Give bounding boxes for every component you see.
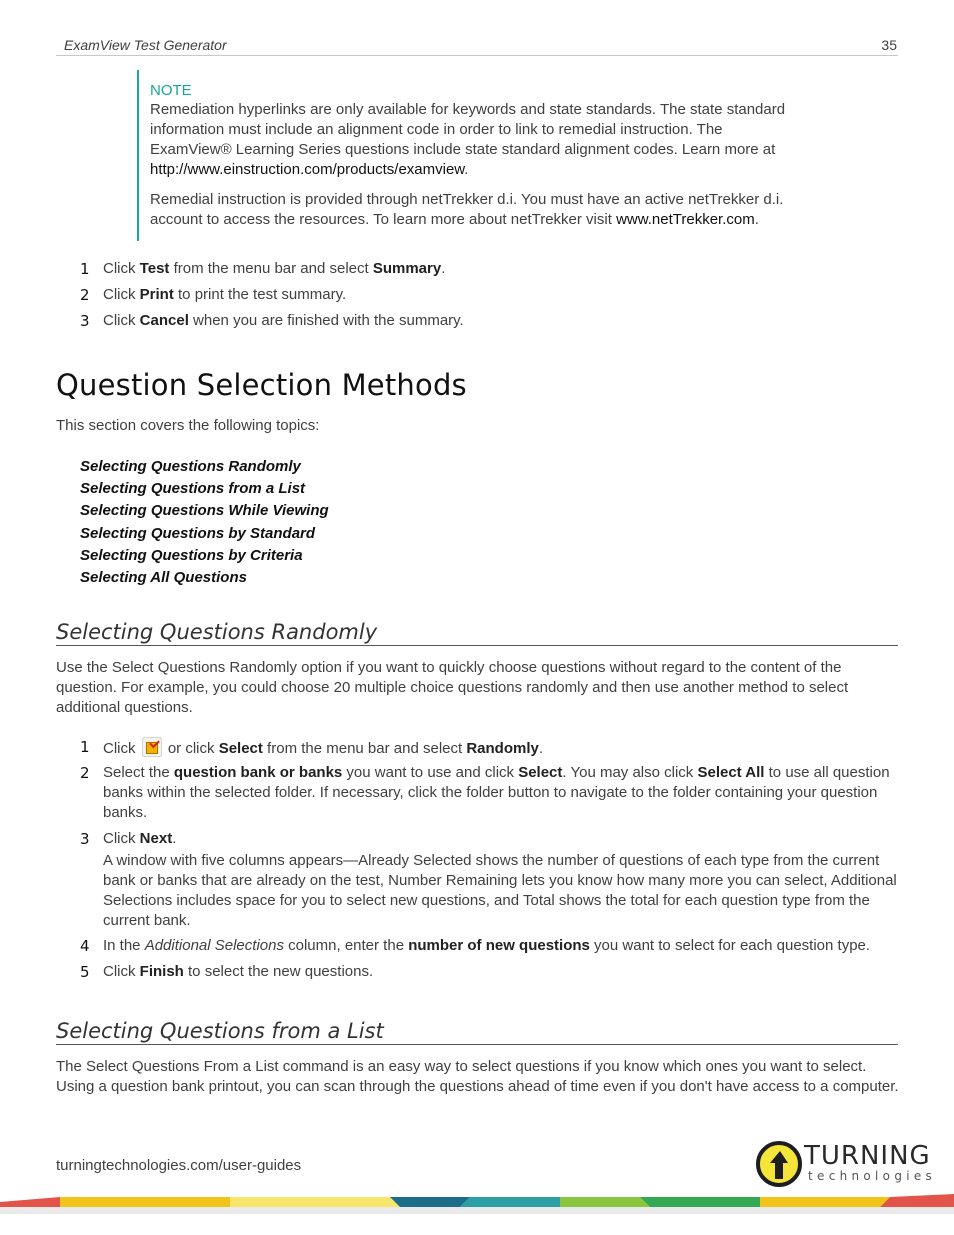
note-p1-end: . [464,161,469,178]
step-text: Click Cancel when you are finished with the summary. [103,312,464,329]
footer-url[interactable]: turningtechnologies.com/user-guides [56,1157,302,1174]
note-p2-end: . [754,211,759,228]
step-text: Click or click Select from the menu bar and select Randomly. [103,737,900,759]
nettrekker-link[interactable]: www.netTrekker.com [616,211,755,228]
subsection-heading-from-list: Selecting Questions from a List [56,1019,384,1043]
step-number: 5 [80,963,90,981]
note-label: NOTE [150,82,192,99]
step-number: 1 [80,260,90,278]
step-text: In the Additional Selections column, enter the number of new questions you want to select for each question type. [103,937,871,954]
topic-link-while-viewing[interactable]: Selecting Questions While Viewing [80,502,329,520]
footer-color-stripe [0,1194,954,1214]
topic-link-by-standard[interactable]: Selecting Questions by Standard [80,524,316,542]
logo-wordmark: TURNING [804,1141,931,1171]
turning-logo [756,1141,936,1187]
subsection-rule [56,645,898,646]
subsection-rule [56,1044,898,1045]
topic-link-all[interactable]: Selecting All Questions [80,568,247,586]
topic-link-by-criteria[interactable]: Selecting Questions by Criteria [80,546,303,564]
topic-list [80,456,329,589]
section-title: Question Selection Methods [56,368,467,402]
page-number: 35 [881,37,897,53]
note-p2-text: Remedial instruction is provided through netTrekker d.i. You must have an active netTrekker d.i. account to access the resources. To learn more about netTrekker visit [150,191,784,228]
step-text: Click Finish to select the new questions. [103,963,374,980]
step-number: 2 [80,286,90,304]
running-header-title: ExamView Test Generator [64,37,227,53]
step-text: Click Test from the menu bar and select Summary. [103,260,446,277]
step-text: Click Next. A window with five columns appears—Already Selected shows the number of questions of each type from the current bank or banks that are already on the test, Number Remaining lets you know how many more you can select, Additional Selections includes space for you to select new questions, and Total shows the total for each question type from the current bank. [103,829,900,931]
from-list-paragraph: The Select Questions From a List command is an easy way to select questions if you know which ones you want to select. Using a question bank printout, you can scan through the questions ahead of time even if you don't have access to a computer. [56,1058,899,1095]
note-paragraph-2 [150,190,795,230]
note-paragraph-1 [150,100,795,180]
select-randomly-icon [142,737,162,757]
note-p1-text: Remediation hyperlinks are only available for keywords and state standards. The state standard information must include an alignment code in order to link to remedial instruction. The ExamView® Learning Series questions include state standard alignment codes. Learn more at [150,101,786,158]
step-text: Select the question bank or banks you want to use and click Select. You may also click Select All to use all question banks within the selected folder. If necessary, click the folder button to navigate to the folder containing your question banks. [103,764,890,821]
step-number: 2 [80,764,90,782]
topic-link-randomly[interactable]: Selecting Questions Randomly [80,458,301,475]
randomly-paragraph: Use the Select Questions Randomly option if you want to quickly choose questions without regard to the content of the question. For example, you could choose 20 multiple choice questions randomly and then use another method to select additional questions. [56,659,849,716]
step-text: Click Print to print the test summary. [103,286,347,303]
step-number: 1 [80,738,90,756]
step-number: 4 [80,937,90,955]
section-intro: This section covers the following topics: [56,417,320,434]
note-box [137,70,799,241]
step-detail: A window with five columns appears—Already Selected shows the number of questions of each type from the current bank or banks that are already on the test, Number Remaining lets you know how many more you can select, Additional Selections includes space for you to select new questions, and Total shows the total for each question type from the current bank. [103,852,897,929]
topic-link-from-list[interactable]: Selecting Questions from a List [80,480,306,498]
step-number: 3 [80,830,90,848]
examview-link[interactable]: http://www.einstruction.com/products/examview [150,161,465,178]
turning-logo-icon [756,1141,802,1187]
step-number: 3 [80,312,90,330]
subsection-heading-randomly: Selecting Questions Randomly [56,620,378,644]
logo-subtitle: technologies [808,1169,937,1183]
header-divider [56,55,898,56]
